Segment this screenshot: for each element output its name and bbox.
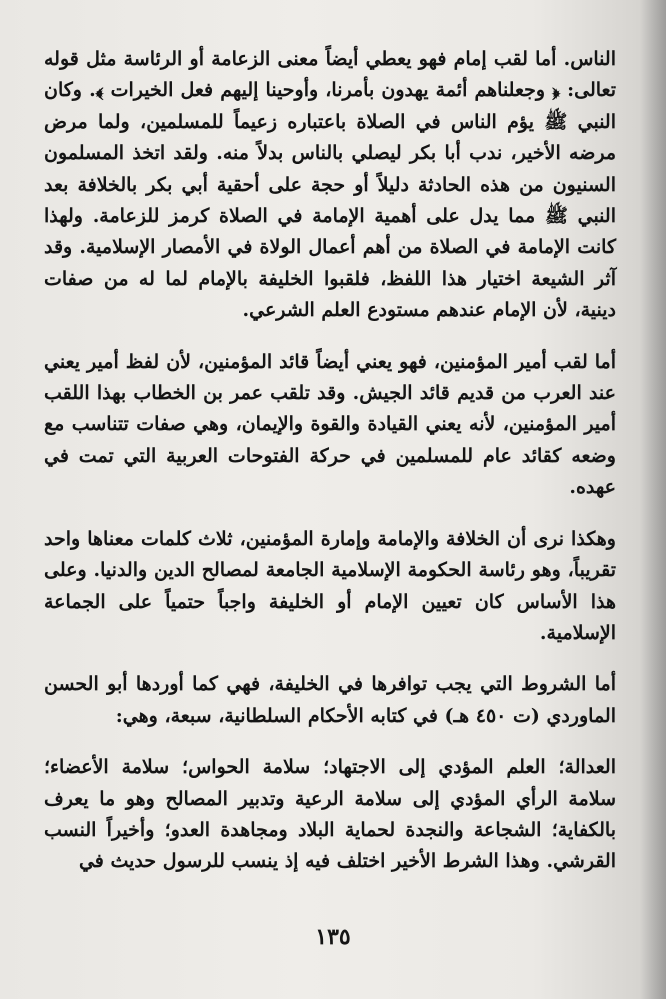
paragraph-conditions-list: العدالة؛ العلم المؤدي إلى الاجتهاد؛ سلامة الحواس؛ سلامة الأعضاء؛ سلامة الرأي المؤدي إلى سلامة الرعية وتدبير المصالح وهو ما يعرف بالكفاية؛ الشجاعة والنجدة لحماية البلاد ومجاهدة العدو؛ وأخيراً النسب القرشي. وهذا الشرط الأخير اختلف فيه إذ ينسب للرسول حديث في: [44, 756, 616, 873]
paragraph-title-imam: الناس. أما لقب إمام فهو يعطي أيضاً معنى الزعامة أو الرئاسة مثل قوله تعالى: ﴿ وجعلناهم أئمة يهدون بأمرنا، وأوحينا إليهم فعل الخيرات ﴾. وكان النبي ﷺ يؤم الناس في الصلاة باعتباره زعيماً للمسلمين، ولما مرض مرضه الأخير، ندب أبا بكر ليصلي بالناس بدلاً منه. ولقد اتخذ المسلمون السنيون من هذه الحادثة دليلاً أو حجة على أحقية أبي بكر بالخلافة بعد النبي ﷺ مما يدل على أهمية الإمامة في الصلاة كرمز للزعامة. ولهذا كانت الإمامة في الصلاة من أهم أعمال الولاة في الأمصار الإسلامية. وقد آثر الشيعة اختيار هذا اللفظ، فلقبوا الخليفة بالإمام لما له من صفات دينية، لأن الإمام عندهم مستودع العلم الشرعي.: [44, 48, 616, 322]
paragraph-synonyms-summary: وهكذا نرى أن الخلافة والإمامة وإمارة المؤمنين، ثلاث كلمات معناها واحد تقريباً، وهو رئاسة الحكومة الإسلامية الجامعة لمصالح الدين والدنيا. وعلى هذا الأساس كان تعيين الإمام أو الخليفة واجباً حتمياً على الجماعة الإسلامية.: [44, 527, 616, 644]
paragraph-amir-al-muminin: أما لقب أمير المؤمنين، فهو يعني أيضاً قائد المؤمنين، لأن لفظ أمير يعني عند العرب من قديم قائد الجيش. وقد تلقب عمر بن الخطاب بهذا اللقب أمير المؤمنين، لأنه يعني القيادة والقوة والإيمان، وهي صفات تتناسب مع وضعه كقائد عام للمسلمين في حركة الفتوحات العربية التي تمت في عهده.: [44, 350, 616, 499]
page-number: ١٣٥: [315, 924, 351, 950]
page-body: [44, 44, 616, 878]
paragraph-caliph-conditions-intro: أما الشروط التي يجب توافرها في الخليفة، فهي كما أوردها أبو الحسن الماوردي (ت ٤٥٠ هـ) في كتابه الأحكام السلطانية، سبعة، وهي:: [44, 673, 616, 727]
